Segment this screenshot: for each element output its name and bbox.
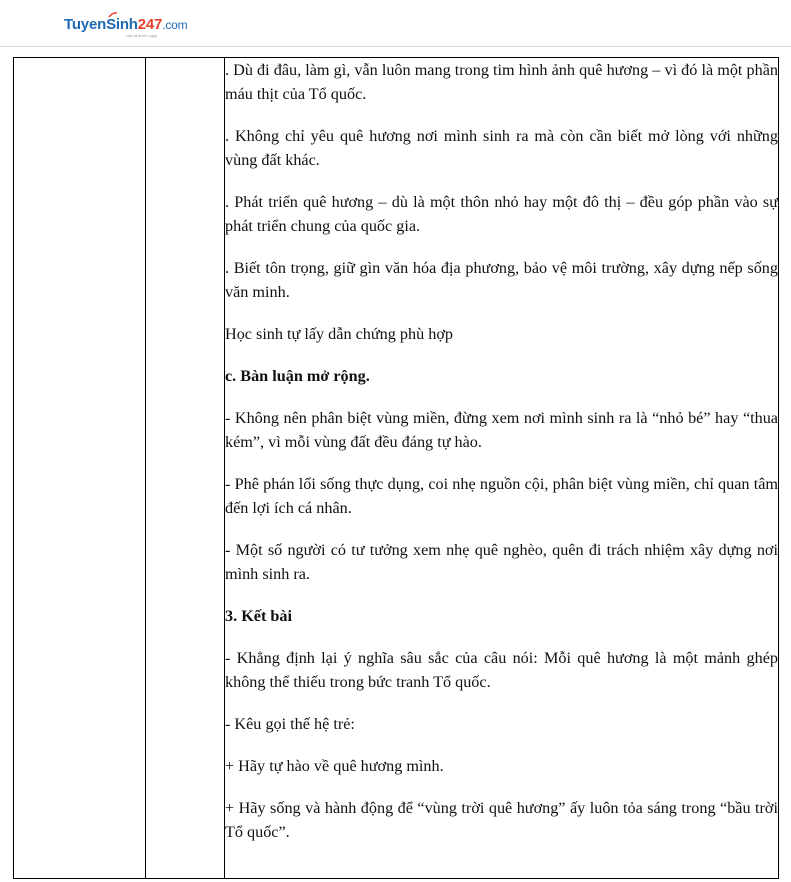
table-row [14,58,779,879]
body-paragraph: + Hãy tự hào về quê hương mình. [225,757,444,775]
body-paragraph: - Một số người có tư tưởng xem nhẹ quê nghèo, quên đi trách nhiệm xây dựng nơi mình sinh ra. [225,541,778,583]
logo-wordmark [64,16,194,34]
body-paragraph: . Phát triển quê hương – dù là một thôn nhỏ hay một đô thị – đều góp phần vào sự phát triển chung của quốc gia. [225,193,778,235]
logo-swoosh-icon [108,12,118,18]
body-paragraph: - Phê phán lối sống thực dụng, coi nhẹ nguồn cội, phân biệt vùng miền, chỉ quan tâm đến lợi ích cá nhân. [225,475,778,517]
header-divider [0,46,791,47]
table-cell-empty-1 [14,58,146,879]
body-paragraph: . Không chỉ yêu quê hương nơi mình sinh ra mà còn cần biết mở lòng với những vùng đất khác. [225,127,778,169]
logo-part-com: .com [162,18,188,32]
section-heading: c. Bàn luận mở rộng. [225,367,370,385]
body-paragraph: . Dù đi đâu, làm gì, vẫn luôn mang trong tim hình ảnh quê hương – vì đó là một phần máu thịt của Tổ quốc. [225,61,778,103]
table-cell-content [225,58,779,879]
logo-part-tuyen: Tuyen [64,16,107,33]
logo-part-247: 247 [137,16,163,33]
logo-tagline: Học là thích ngay [126,33,157,38]
tuyensinh247-logo[interactable] [64,16,194,46]
body-paragraph: - Khẳng định lại ý nghĩa sâu sắc của câu nói: Mỗi quê hương là một mảnh ghép không thể thiếu trong bức tranh Tổ quốc. [225,649,778,691]
body-paragraph: . Biết tôn trọng, giữ gìn văn hóa địa phương, bảo vệ môi trường, xây dựng nếp sống văn minh. [225,259,778,301]
body-paragraph: - Không nên phân biệt vùng miền, đừng xem nơi mình sinh ra là “nhỏ bé” hay “thua kém”, vì mỗi vùng đất đều đáng tự hào. [225,409,778,451]
content-table [13,57,779,879]
body-paragraph: Học sinh tự lấy dẫn chứng phù hợp [225,325,453,343]
section-heading: 3. Kết bài [225,607,292,625]
body-paragraph: - Kêu gọi thế hệ trẻ: [225,715,355,733]
paragraph-list [225,58,778,844]
body-paragraph: + Hãy sống và hành động để “vùng trời quê hương” ấy luôn tỏa sáng trong “bầu trời Tổ quốc”. [225,799,778,841]
table-cell-empty-2 [146,58,225,879]
logo-part-sinh: Sinh [106,16,138,33]
page-header [0,0,791,58]
